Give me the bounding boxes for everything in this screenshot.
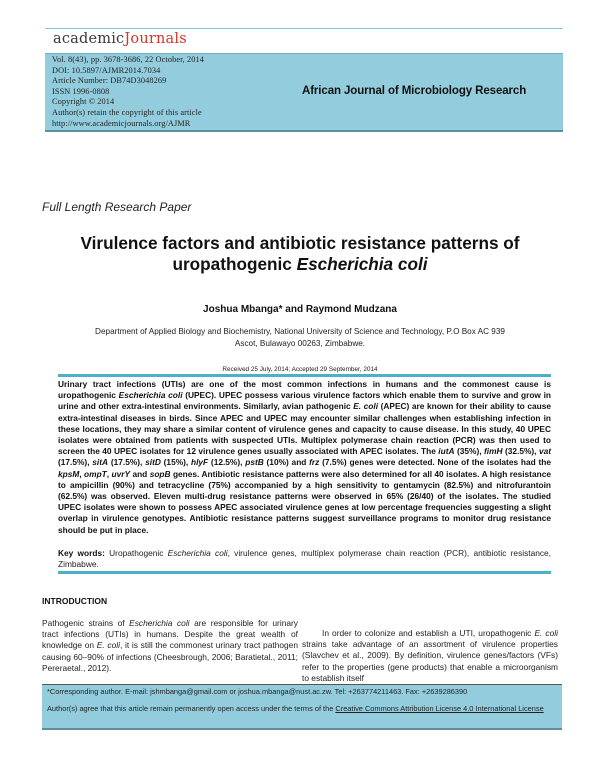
title-line-2-text: uropathogenic [172,254,297,274]
abstract-text: (35%), [454,446,484,457]
meta-url[interactable]: http://www.academicjournals.org/AJMR [52,118,191,128]
intro-left-text-3: , it is still the commonest urinary tract pathogen causing 60–90% of infections (Cheesbrough, 2006; Baratietal., 2011; Pereraetal., 2012). [42,640,298,673]
abstract-text: (15%), [160,457,191,468]
keywords [58,548,551,570]
abstract-gene-term: kpsM [58,468,80,479]
footnote [47,687,559,714]
journal-name: African Journal of Microbiology Research [302,85,527,97]
section-heading-introduction: INTRODUCTION [42,596,108,606]
abstract-gene-term: E. coli [353,401,379,412]
article-type: Full Length Research Paper [42,200,192,214]
abstract-gene-term: iutA [438,446,455,457]
body-column-right [302,628,558,684]
corresponding-author: *Corresponding author. E-mail: jshmbanga@gmail.com or joshua.mbanga@nust.ac.zw. Tel: +263774211463. Fax: +2639286390 [47,687,468,696]
license-text: Author(s) agree that this article remain permanently open access under the terms of the [47,704,336,714]
meta-rights: Author(s) retain the copyright of this article [52,107,202,117]
received-accepted-dates: Received 25 July, 2014; Accepted 29 September, 2014 [222,366,378,373]
affiliation-line-2: Ascot, Bulawayo 00263, Zimbabwe. [234,339,366,348]
publisher-logo [53,31,187,47]
license-notice [47,704,559,713]
abstract-gene-term: sopB [149,468,171,479]
article-metadata [52,55,204,129]
intro-left-species-1: Escherichia coli [129,618,190,628]
abstract-bottom-rule [58,571,551,574]
abstract-text: (17.5%), [58,457,93,468]
abstract-text: (UPEC). UPEC possess various virulence factors which enable them to survive and grow in urine and other extra-intestinal environments. Similarly, avian pathogenic [58,390,551,412]
abstract-text: (17.5%), [108,457,146,468]
license-link[interactable]: Creative Commons Attribution License 4.0 International License [335,704,544,714]
publisher-logo-part1: academic [53,31,125,47]
meta-article-number: Article Number: DB74D3048269 [52,76,167,86]
abstract-gene-term: Escherichia coli [118,390,183,401]
intro-right-text-1: In order to colonize and establish a UTI, uropathogenic [322,628,532,638]
abstract-text: (32.5%), [502,446,539,457]
meta-copyright: Copyright © 2014 [52,97,115,107]
abstract-text: (APEC) are known for their ability to cause extra-intestinal diseases in birds. Since APEC and UPEC may encounter similar challenges when establishing infection in these locations, they may share a similar content of virulence genes and capacity to cause disease. In this study, 40 UPEC isolates were obtained from patients with suspected UTIs. Multiplex polymerase chain reaction (PCR) was then used to screen the 40 UPEC isolates for 12 virulence genes usually associated with APEC isolates. The [58,401,551,457]
meta-volume: Vol. 8(43), pp. 3678-3686, 22 October, 2014 [52,55,204,64]
abstract-gene-term: hlyF [191,457,209,468]
intro-left-text-2: are responsible for urinary tract infections (UTIs) in humans. Despite the great wealth of knowledge on [42,618,298,651]
intro-left-species-2: E. coli [96,640,120,651]
footnote-spacer [47,696,559,704]
abstract-text: , [106,468,112,479]
abstract-gene-term: frz [309,457,320,468]
meta-issn: ISSN 1996-0808 [52,86,110,96]
abstract-gene-term: sitD [145,457,161,468]
abstract-text: (7.5%) genes were detected. None of the isolates had the [319,457,551,468]
abstract-text: (12.5%), [208,457,246,468]
abstract-gene-term: pstB [245,457,264,468]
abstract-text: (10%) and [263,457,310,468]
keywords-label: Key words: [58,548,105,558]
header-top-rule [45,28,563,29]
keywords-species: Escherichia coli [167,548,228,558]
affiliation-line-1: Department of Applied Biology and Biochemistry, National University of Science and Technology, P.O Box AC 939 [95,327,505,336]
meta-doi: DOI: 10.5897/AJMR2014.7034 [52,65,161,75]
abstract [58,379,551,536]
abstract-text: genes. Antibiotic resistance patterns were also determined for all 40 isolates. A high resistance to ampicillin (90%) and tetracycline (75%) accompanied by a high sensitivity to gentamycin (82.5%) and nitrofurantoin (62.5%) was observed. Eleven multi-drug resistance patterns were observed in 65% (26/40) of the isolates. The studied UPEC isolates were shown to possess APEC associated virulence genes at low percentage frequencies suggesting a slight overlap in virulence genotypes. Antibiotic resistance patterns suggest surveillance programs to monitor drug resistance should be put in place. [58,468,551,535]
title-line-1: Virulence factors and antibiotic resistance patterns of [80,233,520,253]
intro-left-text-1: Pathogenic strains of [42,618,130,628]
affiliation [0,326,600,350]
keywords-text-1: Uropathogenic [104,548,168,558]
abstract-top-rule [58,374,551,377]
abstract-gene-term: sitA [92,457,109,468]
abstract-gene-term: uvrY [111,468,131,479]
intro-right-text-2: strains take advantage of an assortment of virulence properties (Slavchev et al., 2009). By definition, virulence genes/factors (VFs) refer to the properties (gene products) that enable a microorganism to establish itself [302,639,558,683]
intro-right-species: E. coli [534,628,559,638]
abstract-gene-term: vat [538,446,551,457]
abstract-gene-term: fimH [483,446,503,457]
body-column-left [42,618,298,674]
abstract-gene-term: ompT [84,468,107,479]
authors: Joshua Mbanga* and Raymond Mudzana [203,304,397,315]
publisher-logo-part2: Journals [124,31,187,47]
title-line-2 [0,254,600,275]
article-title [0,233,600,275]
abstract-text: Urinary tract infections (UTIs) are one of the most common infections in humans and the commonest cause is uropathogenic [58,379,551,401]
keywords-text-2: , virulence genes, multiplex polymerase chain reaction (PCR), antibiotic resistance, Zimbabwe. [58,548,551,570]
title-species-name: Escherichia coli [296,254,428,274]
abstract-text: and [130,468,150,479]
abstract-text: , [79,468,85,479]
